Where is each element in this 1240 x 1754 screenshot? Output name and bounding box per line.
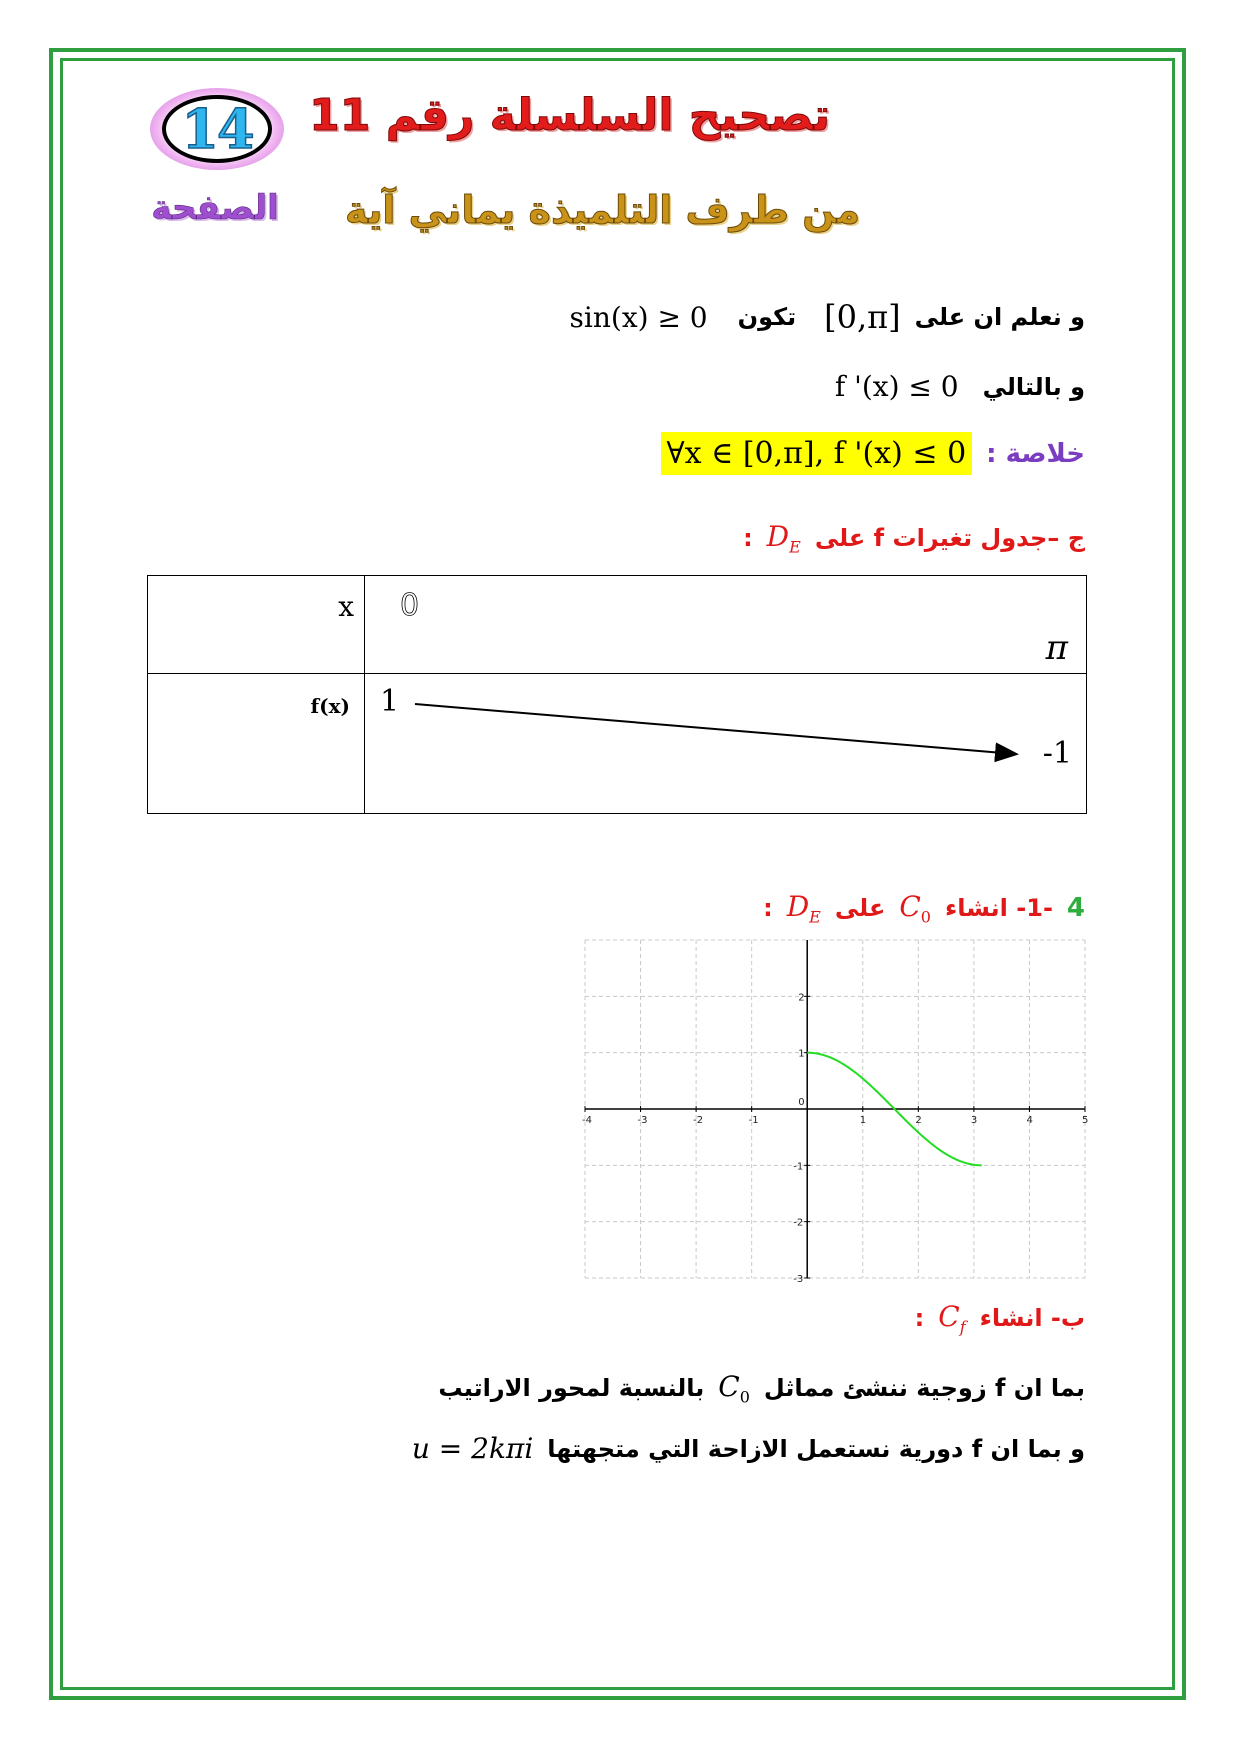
x-start: 0 xyxy=(400,588,420,623)
line-derivative xyxy=(835,370,1085,403)
x-tick-label: -4 xyxy=(582,1115,592,1126)
y-tick-label: -2 xyxy=(793,1217,804,1229)
f-start: 1 xyxy=(380,684,400,719)
f-end: -1 xyxy=(1042,736,1072,771)
cosine-graph xyxy=(582,940,1089,1285)
summary-label: خلاصة : xyxy=(986,438,1085,469)
y-tick-label: -1 xyxy=(793,1161,804,1173)
x-header-cell xyxy=(148,576,365,674)
summary-math: ∀x ∈ [0,π], f '(x) ≤ 0 xyxy=(661,432,973,475)
f-header-cell xyxy=(148,674,365,814)
line1-text-a: و نعلم ان على xyxy=(914,303,1085,331)
section-4-number: 4 xyxy=(1066,893,1085,924)
section-c-heading xyxy=(743,520,1085,557)
decreasing-arrow xyxy=(365,674,1090,814)
x-tick-label: 3 xyxy=(970,1115,978,1126)
variation-table xyxy=(147,575,1087,814)
section-b-heading xyxy=(915,1300,1085,1337)
line1-text-b: تكون xyxy=(737,303,797,331)
line2-text: و بالتالي xyxy=(982,372,1085,401)
y-tick-label: 0 xyxy=(798,1097,805,1108)
page-label: الصفحة xyxy=(151,188,279,228)
section-4-text-a: -1- انشاء xyxy=(944,894,1053,923)
line1-interval: [0,π] xyxy=(824,298,901,336)
line-sin-positive xyxy=(570,298,1085,336)
section-b-curve: $C_f$ xyxy=(938,1300,966,1337)
section-4-end: : xyxy=(763,894,773,923)
page-number: 14 xyxy=(181,97,253,161)
x-tick-label: 2 xyxy=(915,1115,922,1126)
section-4-domain: $D_E$ xyxy=(786,890,821,927)
summary-line xyxy=(661,432,1085,475)
y-tick-label: -3 xyxy=(793,1274,804,1285)
section-4-heading xyxy=(763,890,1085,927)
f-values-cell xyxy=(365,674,1087,814)
section-b-text: ب- انشاء xyxy=(979,1304,1085,1333)
f-label: f(x) xyxy=(310,694,350,718)
line2-math: f '(x) ≤ 0 xyxy=(834,370,959,403)
para1-text-b: بالنسبة لمحور الاراتيب xyxy=(438,1374,705,1403)
section-c-text: ج –جدول تغيرات f على xyxy=(814,524,1085,553)
x-tick-label: -2 xyxy=(693,1115,704,1126)
line1-math: sin(x) ≥ 0 xyxy=(569,300,708,334)
x-tick-label: 5 xyxy=(1082,1115,1089,1126)
page-subtitle: من طرف التلميذة يماني آية xyxy=(345,188,860,232)
para1-text-a: بما ان f زوجية ننشئ مماثل xyxy=(763,1374,1085,1403)
x-end: π xyxy=(1045,628,1068,668)
page-number-ring xyxy=(162,95,272,163)
x-values-cell xyxy=(365,576,1087,674)
section-c-end: : xyxy=(743,524,753,553)
page-number-badge xyxy=(150,88,284,170)
y-tick-label: 2 xyxy=(798,992,805,1004)
x-tick-label: 1 xyxy=(859,1115,867,1126)
section-4-text-b: على xyxy=(834,894,886,923)
page-title: تصحيح السلسلة رقم 11 xyxy=(309,90,830,141)
section-4-curve: $C_0$ xyxy=(899,890,931,927)
x-label: x xyxy=(338,590,354,623)
x-tick-label: -1 xyxy=(748,1115,759,1126)
x-tick-label: 4 xyxy=(1026,1115,1033,1126)
section-b-end: : xyxy=(914,1304,925,1333)
y-tick-label: 1 xyxy=(798,1048,805,1060)
section-c-domain: $D_E$ xyxy=(766,520,801,557)
para2-text: و بما ان f دورية نستعمل الازاحة التي متجهتها xyxy=(547,1434,1085,1463)
x-tick-label: -3 xyxy=(637,1115,648,1126)
paragraph-periodic-function xyxy=(412,1432,1085,1465)
para2-math: u = 2kπi xyxy=(411,1432,534,1465)
para1-curve: $C_0$ xyxy=(718,1370,750,1407)
paragraph-even-function xyxy=(438,1370,1085,1407)
